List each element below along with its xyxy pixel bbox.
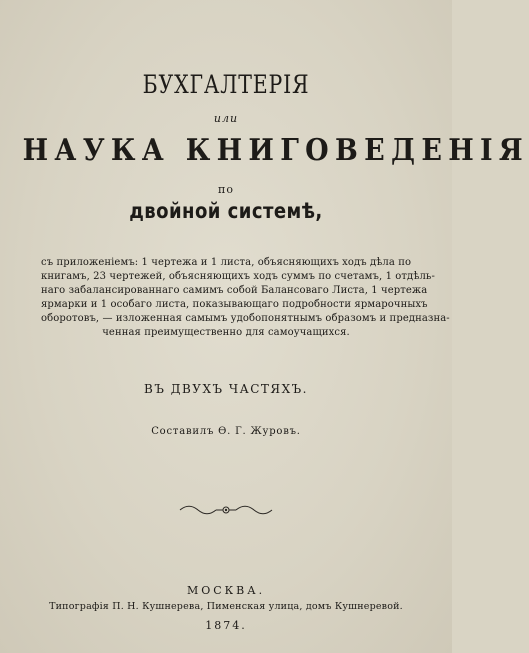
title-line-2: НАУКА КНИГОВЕДЕНIЯ bbox=[22, 133, 529, 168]
description-line: книгамъ, 23 чертежей, объясняющихъ ходъ суммъ по счетамъ, 1 отдѣль- bbox=[41, 271, 435, 282]
year: 1874. bbox=[205, 619, 247, 632]
title-line-1: БУХГАЛТЕРIЯ bbox=[142, 70, 310, 99]
or-word: или bbox=[213, 112, 239, 125]
description-line: съ приложенiемъ: 1 чертежа и 1 листа, объясняющихъ ходъ дѣла по bbox=[41, 257, 412, 268]
description-paragraph bbox=[41, 256, 450, 340]
parts-note: ВЪ ДВУХЪ ЧАСТЯХЪ. bbox=[144, 382, 308, 396]
printer-line: Типографiя П. Н. Кушнерева, Пименская улица, домъ Кушнеревой. bbox=[49, 601, 403, 612]
city: МОСКВА. bbox=[186, 584, 266, 597]
description-line: ченная преимущественно для самоучащихся. bbox=[102, 327, 350, 338]
title-line-3: двойной системѣ, bbox=[129, 199, 323, 223]
description-line: оборотовъ, — изложенная самымъ удобопонятнымъ образомъ и предназна- bbox=[41, 313, 450, 324]
description-line: наго забалансированнаго самимъ собой Балансоваго Листа, 1 чертежа bbox=[41, 285, 428, 296]
author-line: Составилъ Ѳ. Г. Журовъ. bbox=[151, 426, 301, 437]
description-line: ярмарки и 1 особаго листа, показывающаго подробности ярмарочныхъ bbox=[41, 299, 428, 310]
by-word: по bbox=[218, 183, 234, 196]
ornament-divider bbox=[176, 504, 276, 516]
